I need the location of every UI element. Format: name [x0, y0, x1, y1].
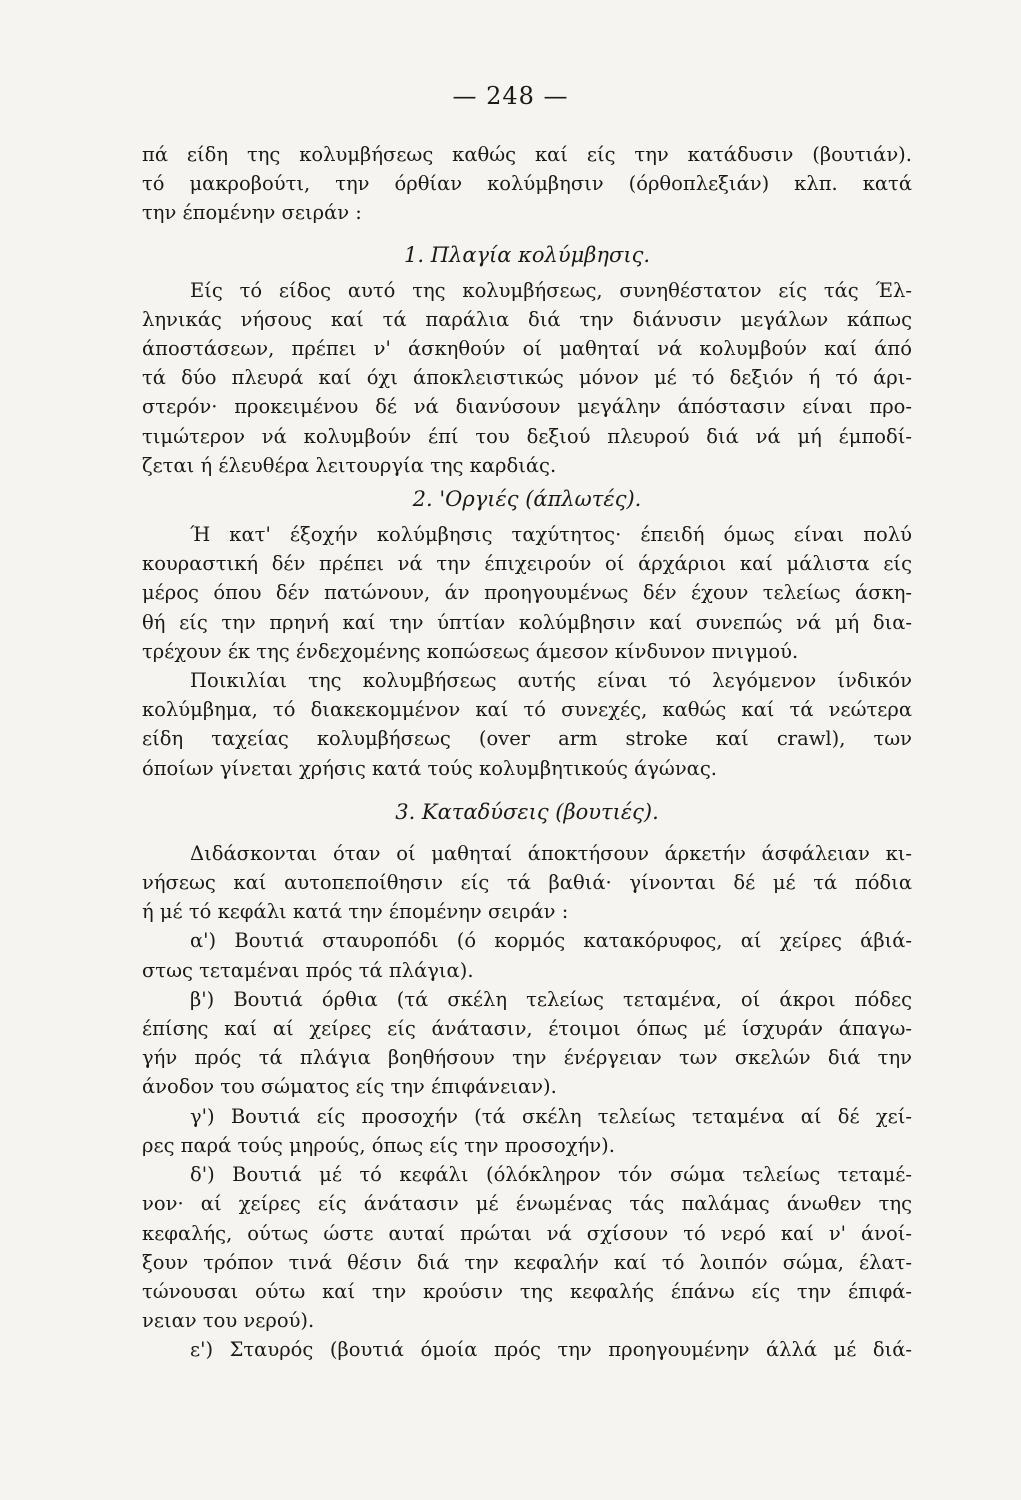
text-line: έπίσης καί αί χείρες είς άνάτασιν, έτοιμοι όπως μέ ίσχυράν άπαγω- [142, 1017, 912, 1041]
page-number: — 248 — [452, 82, 569, 110]
section-heading: 3. Καταδύσεις (βουτιές). [395, 799, 659, 824]
text-line: τρέχουν έκ της ένδεχομένης κοπώσεως άμεσον κίνδυνον πνιγμού. [142, 639, 799, 663]
text-line: μέρος όπου δέν πατώνουν, άν προηγουμένως δέν έχουν τελείως άσκη- [142, 581, 912, 605]
text-line: ρες παρά τούς μηρούς, όπως είς την προσοχήν). [142, 1133, 615, 1157]
section-heading: 1. Πλαγία κολύμβησις. [403, 242, 651, 267]
text-line: ε') Σταυρός (βουτιά όμοία πρός την προηγουμένην άλλά μέ διά- [190, 1338, 912, 1362]
text-line: νήσεως καί αυτοπεποίθησιν είς τά βαθιά· γίνονται δέ μέ τά πόδια [142, 871, 912, 895]
text-line: είδη ταχείας κολυμβήσεως (over arm stroke καί crawl), των [142, 727, 912, 751]
text-line: στως τεταμέναι πρός τά πλάγια). [142, 958, 474, 982]
text-line: δ') Βουτιά μέ τό κεφάλι (όλόκληρον τόν σώμα τελείως τεταμέ- [190, 1163, 912, 1187]
text-line: νειαν του νερού). [142, 1309, 315, 1333]
text-line: γ') Βουτιά είς προσοχήν (τά σκέλη τελείως τεταμένα αί δέ χεί- [190, 1104, 912, 1128]
text-line: νον· αί χείρες είς άνάτασιν μέ ένωμένας τάς παλάμας άνωθεν της [142, 1192, 912, 1216]
text-line: Είς τό είδος αυτό της κολυμβήσεως, συνηθέστατον είς τάς Έλ- [190, 278, 912, 302]
text-line: τό μακροβούτι, την όρθίαν κολύμβησιν (όρθοπλεξιάν) κλπ. κατά [142, 172, 912, 196]
text-line: κεφαλής, ούτως ώστε αυταί πρώται νά σχίσουν τό νερό καί ν' άνοί- [142, 1221, 912, 1245]
text-line: κολύμβημα, τό διακεκομμένον καί τό συνεχές, καθώς καί τά νεώτερα [142, 698, 912, 722]
text-line: β') Βουτιά όρθια (τά σκέλη τελείως τεταμένα, οί άκροι πόδες [190, 987, 912, 1011]
text-line: όποίων γίνεται χρήσις κατά τούς κολυμβητικούς άγώνας. [142, 756, 717, 780]
text-line: Ποικιλίαι της κολυμβήσεως αυτής είναι τό λεγόμενον ίνδικόν [190, 669, 912, 693]
text-line: ζεται ή έλευθέρα λειτουργία της καρδιάς. [142, 453, 557, 477]
text-line: άποστάσεων, πρέπει ν' άσκηθούν οί μαθηταί νά κολυμβούν καί άπό [142, 337, 912, 361]
text-line: ξουν τρόπον τινά θέσιν διά την κεφαλήν καί τό λοιπόν σώμα, έλατ- [142, 1250, 912, 1274]
text-line: Ή κατ' έξοχήν κολύμβησις ταχύτητος· έπειδή όμως είναι πολύ [190, 523, 912, 547]
text-line: Διδάσκονται όταν οί μαθηταί άποκτήσουν άρκετήν άσφάλειαν κι- [190, 841, 912, 865]
text-line: γήν πρός τά πλάγια βοηθήσουν την ένέργειαν των σκελών διά την [142, 1046, 912, 1070]
text-line: α') Βουτιά σταυροπόδι (ό κορμός κατακόρυφος, αί χείρες άβιά- [190, 929, 912, 953]
text-line: τώνουσαι ούτω καί την κρούσιν της κεφαλής έπάνω είς την έπιφά- [142, 1279, 912, 1303]
body-text [142, 140, 912, 1365]
text-line: θή είς την πρηνή καί την ύπτίαν κολύμβησιν καί συνεπώς νά μή δια- [142, 610, 912, 634]
text-line: την έπομένην σειράν : [142, 201, 362, 225]
text-line: τιμώτερον νά κολυμβούν έπί του δεξιού πλευρού διά νά μή έμποδί- [142, 424, 912, 448]
text-line: πά είδη της κολυμβήσεως καθώς καί είς την κατάδυσιν (βουτιάν). [142, 143, 912, 166]
section-heading: 2. 'Οργιές (άπλωτές). [412, 487, 642, 512]
text-line: στερόν· προκειμένου δέ νά διανύσουν μεγάλην άπόστασιν είναι προ- [142, 395, 912, 419]
text-line: κουραστική δέν πρέπει νά την έπιχειρούν οί άρχάριοι καί μάλιστα είς [142, 552, 912, 576]
text-line: άνοδον του σώματος είς την έπιφάνειαν). [142, 1075, 557, 1099]
text-line: τά δύο πλευρά καί όχι άποκλειστικώς μόνον μέ τό δεξιόν ή τό άρι- [142, 366, 912, 390]
text-line: ληνικάς νήσους καί τά παράλια διά την διάνυσιν μεγάλων κάπως [142, 307, 912, 331]
text-line: ή μέ τό κεφάλι κατά την έπομένην σειράν : [142, 900, 569, 924]
